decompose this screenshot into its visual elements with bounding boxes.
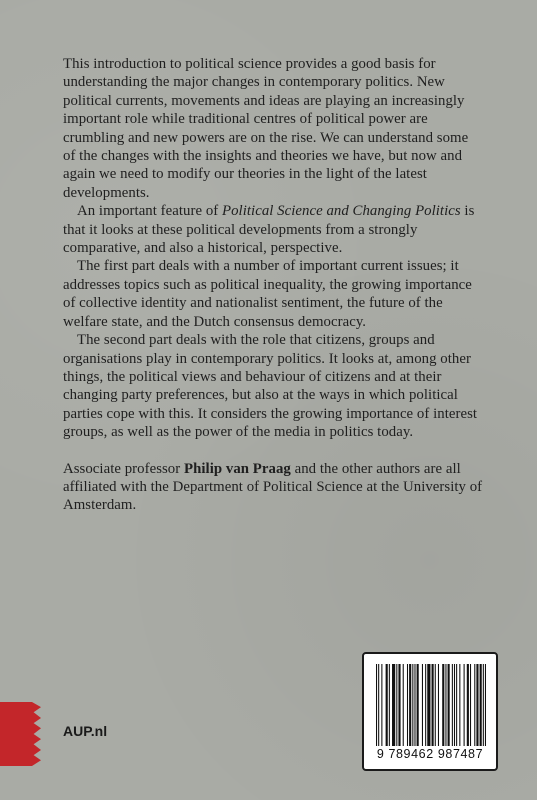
barcode-bar <box>485 664 486 746</box>
barcode-bar <box>448 664 450 746</box>
blurb-paragraph-2 <box>63 202 483 257</box>
barcode-bar <box>459 664 460 746</box>
barcode-bar <box>425 664 426 746</box>
barcode-bar <box>442 664 444 746</box>
barcode-bar <box>476 664 478 746</box>
author-name: Philip van Praag <box>184 460 291 477</box>
barcode-bar <box>435 664 436 746</box>
author-note-start: Associate professor <box>63 460 184 477</box>
author-note-end: and the other authors are all affiliated with the Department of Political Science at the University of Amsterdam. <box>63 460 483 514</box>
barcode-bar <box>396 664 397 746</box>
blurb-paragraph-2-start: An important feature of <box>77 203 223 220</box>
barcode-bar <box>467 664 469 746</box>
barcode-bar <box>417 664 419 746</box>
barcode-bar <box>483 664 484 746</box>
barcode-bar <box>381 664 382 746</box>
barcode-bar <box>456 664 457 746</box>
barcode-bar <box>389 664 390 746</box>
isbn-number: 9 789462 987487 <box>376 747 484 761</box>
book-title-italic: Political Science and Changing Politics <box>222 203 461 220</box>
barcode-bar <box>378 664 379 746</box>
publisher-logo <box>0 702 41 766</box>
barcode-bar <box>414 664 415 746</box>
barcode-bar <box>403 664 404 746</box>
barcode-bar <box>398 664 400 746</box>
barcode-bar <box>474 664 475 746</box>
blurb-paragraph-4: The second part deals with the role that citizens, groups and organisations play in contemporary politics. It looks at, among other things, the political views and behaviour of citizens and at their changing party preferences, but also at the ways in which political parties cope with this. It considers the growing importance of interest groups, as well as the power of the media in politics today. <box>63 332 478 441</box>
barcode-bar <box>438 664 439 746</box>
barcode-bar <box>452 664 453 746</box>
barcode-bar <box>392 664 395 746</box>
barcode-bars <box>376 664 486 746</box>
publisher-url: AUP.nl <box>63 723 108 739</box>
barcode-bar <box>480 664 482 746</box>
barcode-bar <box>427 664 430 746</box>
barcode-bar <box>464 664 465 746</box>
back-cover-blurb <box>63 55 483 515</box>
barcode-bar <box>432 664 434 746</box>
barcode-bar <box>445 664 446 746</box>
blurb-paragraph-1: This introduction to political science provides a good basis for understanding the major changes in contemporary politics. New political currents, movements and ideas are playing an increasingly important role while traditional centres of political power are crumbling and new powers are on the rise. We can understand some of the changes with the insights and theories we have, but now and again we need to modify our theories in the light of the latest developments. <box>63 56 469 201</box>
isbn-barcode <box>362 652 498 771</box>
barcode-bar <box>412 664 413 746</box>
barcode-bar <box>376 664 377 746</box>
blurb-paragraph-2-end: is that it looks at these political developments from a strongly comparative, and also a historical, perspective. <box>63 203 475 257</box>
barcode-bar <box>409 664 411 746</box>
barcode-bar <box>422 664 423 746</box>
barcode-bar <box>386 664 388 746</box>
blurb-paragraph-3: The first part deals with a number of important current issues; it addresses topics such as political inequality, the growing importance of collective identity and nationalist sentiment, the future of the welfare state, and the Dutch consensus democracy. <box>63 258 472 330</box>
barcode-bar <box>407 664 408 746</box>
barcode-bar <box>470 664 471 746</box>
barcode-bar <box>454 664 455 746</box>
author-note <box>63 460 483 515</box>
